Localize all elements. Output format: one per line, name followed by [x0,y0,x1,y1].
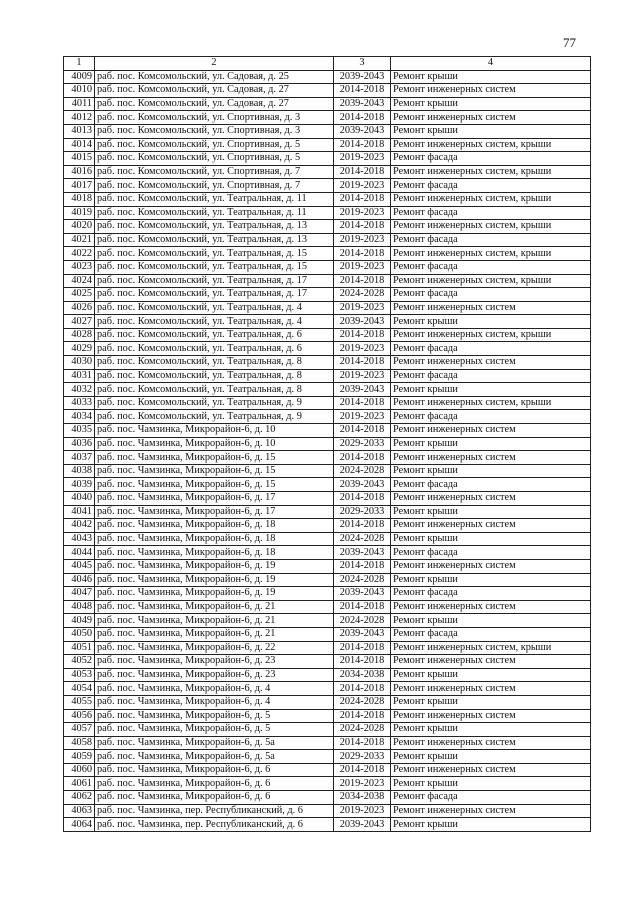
work-type-cell: Ремонт инженерных систем [391,519,591,533]
row-number-cell: 4064 [64,818,95,832]
work-type-cell: Ремонт инженерных систем [391,492,591,506]
table-row [64,736,591,750]
row-number-cell: 4058 [64,736,95,750]
row-number-cell: 4025 [64,288,95,302]
row-number-cell: 4021 [64,233,95,247]
table-row [64,763,591,777]
period-cell: 2024-2028 [334,695,391,709]
row-number-cell: 4033 [64,396,95,410]
address-cell: раб. пос. Чамзинка, Микрорайон-6, д. 17 [95,492,334,506]
period-cell: 2014-2018 [334,559,391,573]
work-type-cell: Ремонт крыши [391,97,591,111]
row-number-cell: 4032 [64,383,95,397]
work-type-cell: Ремонт фасада [391,410,591,424]
period-cell: 2039-2043 [334,478,391,492]
work-type-cell: Ремонт крыши [391,505,591,519]
period-cell: 2019-2023 [334,369,391,383]
period-cell: 2039-2043 [334,97,391,111]
row-number-cell: 4063 [64,804,95,818]
row-number-cell: 4052 [64,655,95,669]
address-cell: раб. пос. Чамзинка, Микрорайон-6, д. 6 [95,791,334,805]
table-row [64,818,591,832]
period-cell: 2014-2018 [334,519,391,533]
row-number-cell: 4046 [64,573,95,587]
address-cell: раб. пос. Чамзинка, Микрорайон-6, д. 23 [95,655,334,669]
row-number-cell: 4062 [64,791,95,805]
work-type-cell: Ремонт инженерных систем [391,451,591,465]
row-number-cell: 4036 [64,437,95,451]
work-type-cell: Ремонт фасада [391,260,591,274]
table-row [64,301,591,315]
row-number-cell: 4018 [64,192,95,206]
address-cell: раб. пос. Комсомольский, ул. Театральная, д. 17 [95,288,334,302]
work-type-cell: Ремонт крыши [391,750,591,764]
work-type-cell: Ремонт инженерных систем, крыши [391,192,591,206]
row-number-cell: 4056 [64,709,95,723]
address-cell: раб. пос. Чамзинка, Микрорайон-6, д. 5 [95,723,334,737]
address-cell: раб. пос. Комсомольский, ул. Театральная, д. 15 [95,260,334,274]
period-cell: 2014-2018 [334,356,391,370]
work-type-cell: Ремонт крыши [391,70,591,84]
table-row [64,627,591,641]
address-cell: раб. пос. Чамзинка, Микрорайон-6, д. 19 [95,573,334,587]
period-cell: 2014-2018 [334,396,391,410]
row-number-cell: 4011 [64,97,95,111]
address-cell: раб. пос. Чамзинка, Микрорайон-6, д. 10 [95,424,334,438]
work-type-cell: Ремонт крыши [391,573,591,587]
table-row [64,220,591,234]
period-cell: 2014-2018 [334,220,391,234]
table-row [64,750,591,764]
table-row [64,342,591,356]
period-cell: 2039-2043 [334,124,391,138]
table-row [64,777,591,791]
period-cell: 2014-2018 [334,451,391,465]
period-cell: 2014-2018 [334,763,391,777]
table-row [64,396,591,410]
work-type-cell: Ремонт инженерных систем [391,709,591,723]
period-cell: 2024-2028 [334,288,391,302]
work-type-cell: Ремонт инженерных систем [391,655,591,669]
work-type-cell: Ремонт инженерных систем, крыши [391,247,591,261]
period-cell: 2019-2023 [334,206,391,220]
work-type-cell: Ремонт инженерных систем, крыши [391,641,591,655]
table-row [64,233,591,247]
table-row [64,192,591,206]
address-cell: раб. пос. Комсомольский, ул. Театральная, д. 6 [95,342,334,356]
address-cell: раб. пос. Чамзинка, Микрорайон-6, д. 18 [95,519,334,533]
row-number-cell: 4014 [64,138,95,152]
row-number-cell: 4022 [64,247,95,261]
work-type-cell: Ремонт крыши [391,818,591,832]
address-cell: раб. пос. Чамзинка, Микрорайон-6, д. 17 [95,505,334,519]
address-cell: раб. пос. Комсомольский, ул. Театральная, д. 4 [95,315,334,329]
work-type-cell: Ремонт крыши [391,532,591,546]
period-cell: 2039-2043 [334,546,391,560]
table-row [64,165,591,179]
period-cell: 2014-2018 [334,736,391,750]
table-row [64,709,591,723]
table-row [64,410,591,424]
row-number-cell: 4015 [64,152,95,166]
period-cell: 2024-2028 [334,614,391,628]
table-row [64,247,591,261]
period-cell: 2024-2028 [334,464,391,478]
address-cell: раб. пос. Чамзинка, Микрорайон-6, д. 18 [95,546,334,560]
row-number-cell: 4044 [64,546,95,560]
period-cell: 2029-2033 [334,437,391,451]
period-cell: 2019-2023 [334,260,391,274]
row-number-cell: 4020 [64,220,95,234]
row-number-cell: 4013 [64,124,95,138]
row-number-cell: 4037 [64,451,95,465]
table-row [64,274,591,288]
address-cell: раб. пос. Чамзинка, Микрорайон-6, д. 4 [95,695,334,709]
period-cell: 2024-2028 [334,723,391,737]
row-number-cell: 4023 [64,260,95,274]
period-cell: 2019-2023 [334,777,391,791]
row-number-cell: 4016 [64,165,95,179]
work-type-cell: Ремонт крыши [391,614,591,628]
work-type-cell: Ремонт крыши [391,383,591,397]
row-number-cell: 4041 [64,505,95,519]
period-cell: 2039-2043 [334,383,391,397]
row-number-cell: 4029 [64,342,95,356]
period-cell: 2019-2023 [334,301,391,315]
period-cell: 2014-2018 [334,682,391,696]
page-number: 77 [563,35,576,50]
table-row [64,791,591,805]
table-body [64,70,591,831]
table-row [64,573,591,587]
work-type-cell: Ремонт инженерных систем [391,559,591,573]
table-row [64,111,591,125]
address-cell: раб. пос. Чамзинка, Микрорайон-6, д. 19 [95,587,334,601]
address-cell: раб. пос. Чамзинка, Микрорайон-6, д. 21 [95,627,334,641]
work-type-cell: Ремонт инженерных систем [391,111,591,125]
address-cell: раб. пос. Комсомольский, ул. Театральная, д. 8 [95,383,334,397]
work-type-cell: Ремонт крыши [391,668,591,682]
row-number-cell: 4017 [64,179,95,193]
table-row [64,451,591,465]
row-number-cell: 4039 [64,478,95,492]
address-cell: раб. пос. Комсомольский, ул. Театральная, д. 8 [95,369,334,383]
work-type-cell: Ремонт инженерных систем, крыши [391,274,591,288]
row-number-cell: 4038 [64,464,95,478]
work-type-cell: Ремонт инженерных систем, крыши [391,165,591,179]
row-number-cell: 4009 [64,70,95,84]
row-number-cell: 4053 [64,668,95,682]
address-cell: раб. пос. Комсомольский, ул. Спортивная, д. 5 [95,138,334,152]
period-cell: 2029-2033 [334,750,391,764]
work-type-cell: Ремонт инженерных систем, крыши [391,138,591,152]
table-row [64,559,591,573]
row-number-cell: 4010 [64,84,95,98]
period-cell: 2019-2023 [334,233,391,247]
period-cell: 2019-2023 [334,179,391,193]
column-header-2: 2 [95,57,334,71]
address-cell: раб. пос. Комсомольский, ул. Театральная, д. 13 [95,220,334,234]
row-number-cell: 4049 [64,614,95,628]
period-cell: 2019-2023 [334,152,391,166]
work-type-cell: Ремонт фасада [391,791,591,805]
address-cell: раб. пос. Комсомольский, ул. Спортивная, д. 3 [95,111,334,125]
work-type-cell: Ремонт инженерных систем [391,804,591,818]
work-type-cell: Ремонт крыши [391,723,591,737]
row-number-cell: 4031 [64,369,95,383]
address-cell: раб. пос. Чамзинка, Микрорайон-6, д. 6 [95,777,334,791]
period-cell: 2019-2023 [334,342,391,356]
table-row [64,288,591,302]
work-type-cell: Ремонт крыши [391,464,591,478]
period-cell: 2014-2018 [334,192,391,206]
period-cell: 2019-2023 [334,410,391,424]
address-cell: раб. пос. Чамзинка, Микрорайон-6, д. 4 [95,682,334,696]
address-cell: раб. пос. Комсомольский, ул. Театральная, д. 11 [95,206,334,220]
period-cell: 2014-2018 [334,641,391,655]
work-type-cell: Ремонт инженерных систем [391,84,591,98]
period-cell: 2034-2038 [334,668,391,682]
address-cell: раб. пос. Комсомольский, ул. Садовая, д. 27 [95,84,334,98]
address-cell: раб. пос. Чамзинка, Микрорайон-6, д. 10 [95,437,334,451]
period-cell: 2039-2043 [334,587,391,601]
table-row [64,315,591,329]
row-number-cell: 4035 [64,424,95,438]
address-cell: раб. пос. Чамзинка, Микрорайон-6, д. 6 [95,763,334,777]
work-type-cell: Ремонт инженерных систем [391,424,591,438]
table-row [64,260,591,274]
period-cell: 2019-2023 [334,804,391,818]
address-cell: раб. пос. Чамзинка, Микрорайон-6, д. 21 [95,600,334,614]
period-cell: 2024-2028 [334,573,391,587]
period-cell: 2029-2033 [334,505,391,519]
period-cell: 2039-2043 [334,627,391,641]
period-cell: 2014-2018 [334,709,391,723]
period-cell: 2014-2018 [334,247,391,261]
period-cell: 2014-2018 [334,424,391,438]
repair-schedule-table [63,56,591,832]
table-row [64,695,591,709]
table-row [64,532,591,546]
work-type-cell: Ремонт инженерных систем [391,301,591,315]
period-cell: 2039-2043 [334,818,391,832]
work-type-cell: Ремонт крыши [391,315,591,329]
row-number-cell: 4047 [64,587,95,601]
work-type-cell: Ремонт крыши [391,437,591,451]
row-number-cell: 4042 [64,519,95,533]
row-number-cell: 4034 [64,410,95,424]
period-cell: 2034-2038 [334,791,391,805]
work-type-cell: Ремонт фасада [391,342,591,356]
address-cell: раб. пос. Комсомольский, ул. Садовая, д. 27 [95,97,334,111]
row-number-cell: 4057 [64,723,95,737]
table-row [64,478,591,492]
address-cell: раб. пос. Чамзинка, Микрорайон-6, д. 21 [95,614,334,628]
address-cell: раб. пос. Комсомольский, ул. Спортивная, д. 7 [95,165,334,179]
address-cell: раб. пос. Чамзинка, Микрорайон-6, д. 22 [95,641,334,655]
work-type-cell: Ремонт инженерных систем, крыши [391,396,591,410]
period-cell: 2014-2018 [334,274,391,288]
row-number-cell: 4026 [64,301,95,315]
address-cell: раб. пос. Комсомольский, ул. Театральная, д. 9 [95,410,334,424]
table-row [64,138,591,152]
period-cell: 2014-2018 [334,111,391,125]
table-row [64,356,591,370]
address-cell: раб. пос. Комсомольский, ул. Театральная, д. 17 [95,274,334,288]
work-type-cell: Ремонт фасада [391,369,591,383]
table-row [64,97,591,111]
address-cell: раб. пос. Комсомольский, ул. Театральная, д. 9 [95,396,334,410]
row-number-cell: 4012 [64,111,95,125]
table-row [64,668,591,682]
row-number-cell: 4051 [64,641,95,655]
row-number-cell: 4030 [64,356,95,370]
table-row [64,124,591,138]
work-type-cell: Ремонт крыши [391,124,591,138]
row-number-cell: 4048 [64,600,95,614]
row-number-cell: 4045 [64,559,95,573]
address-cell: раб. пос. Комсомольский, ул. Театральная, д. 15 [95,247,334,261]
table-row [64,70,591,84]
row-number-cell: 4061 [64,777,95,791]
address-cell: раб. пос. Комсомольский, ул. Театральная, д. 4 [95,301,334,315]
table-row [64,600,591,614]
work-type-cell: Ремонт инженерных систем, крыши [391,328,591,342]
address-cell: раб. пос. Комсомольский, ул. Спортивная, д. 3 [95,124,334,138]
period-cell: 2014-2018 [334,165,391,179]
work-type-cell: Ремонт фасада [391,152,591,166]
address-cell: раб. пос. Комсомольский, ул. Театральная, д. 13 [95,233,334,247]
period-cell: 2014-2018 [334,655,391,669]
table-row [64,179,591,193]
period-cell: 2039-2043 [334,315,391,329]
table-row [64,328,591,342]
row-number-cell: 4060 [64,763,95,777]
row-number-cell: 4055 [64,695,95,709]
address-cell: раб. пос. Чамзинка, Микрорайон-6, д. 19 [95,559,334,573]
table-row [64,723,591,737]
address-cell: раб. пос. Чамзинка, Микрорайон-6, д. 18 [95,532,334,546]
work-type-cell: Ремонт фасада [391,206,591,220]
work-type-cell: Ремонт инженерных систем [391,763,591,777]
row-number-cell: 4059 [64,750,95,764]
period-cell: 2014-2018 [334,328,391,342]
address-cell: раб. пос. Комсомольский, ул. Театральная, д. 11 [95,192,334,206]
table-row [64,804,591,818]
row-number-cell: 4054 [64,682,95,696]
address-cell: раб. пос. Чамзинка, Микрорайон-6, д. 23 [95,668,334,682]
address-cell: раб. пос. Комсомольский, ул. Театральная, д. 6 [95,328,334,342]
table-row [64,369,591,383]
address-cell: раб. пос. Чамзинка, пер. Республиканский, д. 6 [95,804,334,818]
period-cell: 2024-2028 [334,532,391,546]
work-type-cell: Ремонт инженерных систем [391,600,591,614]
work-type-cell: Ремонт фасада [391,587,591,601]
table-row [64,519,591,533]
row-number-cell: 4024 [64,274,95,288]
table-row [64,641,591,655]
work-type-cell: Ремонт инженерных систем [391,682,591,696]
table-header-row [64,57,591,71]
work-type-cell: Ремонт крыши [391,695,591,709]
row-number-cell: 4050 [64,627,95,641]
row-number-cell: 4027 [64,315,95,329]
table-row [64,655,591,669]
row-number-cell: 4043 [64,532,95,546]
table-row [64,424,591,438]
work-type-cell: Ремонт инженерных систем [391,356,591,370]
table-row [64,492,591,506]
address-cell: раб. пос. Комсомольский, ул. Театральная, д. 8 [95,356,334,370]
period-cell: 2014-2018 [334,84,391,98]
work-type-cell: Ремонт фасада [391,627,591,641]
row-number-cell: 4040 [64,492,95,506]
column-header-3: 3 [334,57,391,71]
work-type-cell: Ремонт фасада [391,478,591,492]
table-row [64,614,591,628]
table-row [64,206,591,220]
work-type-cell: Ремонт фасада [391,179,591,193]
table-row [64,505,591,519]
work-type-cell: Ремонт крыши [391,777,591,791]
address-cell: раб. пос. Чамзинка, пер. Республиканский, д. 6 [95,818,334,832]
work-type-cell: Ремонт фасада [391,288,591,302]
address-cell: раб. пос. Чамзинка, Микрорайон-6, д. 5а [95,736,334,750]
address-cell: раб. пос. Чамзинка, Микрорайон-6, д. 15 [95,464,334,478]
row-number-cell: 4028 [64,328,95,342]
work-type-cell: Ремонт фасада [391,233,591,247]
work-type-cell: Ремонт фасада [391,546,591,560]
address-cell: раб. пос. Чамзинка, Микрорайон-6, д. 15 [95,478,334,492]
period-cell: 2039-2043 [334,70,391,84]
table-row [64,682,591,696]
address-cell: раб. пос. Чамзинка, Микрорайон-6, д. 15 [95,451,334,465]
address-cell: раб. пос. Чамзинка, Микрорайон-6, д. 5 [95,709,334,723]
work-type-cell: Ремонт инженерных систем, крыши [391,220,591,234]
period-cell: 2014-2018 [334,138,391,152]
table-row [64,383,591,397]
column-header-1: 1 [64,57,95,71]
row-number-cell: 4019 [64,206,95,220]
address-cell: раб. пос. Комсомольский, ул. Спортивная, д. 5 [95,152,334,166]
address-cell: раб. пос. Чамзинка, Микрорайон-6, д. 5а [95,750,334,764]
period-cell: 2014-2018 [334,600,391,614]
table-row [64,464,591,478]
table-row [64,437,591,451]
column-header-4: 4 [391,57,591,71]
period-cell: 2014-2018 [334,492,391,506]
table-row [64,152,591,166]
table-row [64,587,591,601]
table-row [64,84,591,98]
table-row [64,546,591,560]
address-cell: раб. пос. Комсомольский, ул. Спортивная, д. 7 [95,179,334,193]
work-type-cell: Ремонт инженерных систем [391,736,591,750]
address-cell: раб. пос. Комсомольский, ул. Садовая, д. 25 [95,70,334,84]
